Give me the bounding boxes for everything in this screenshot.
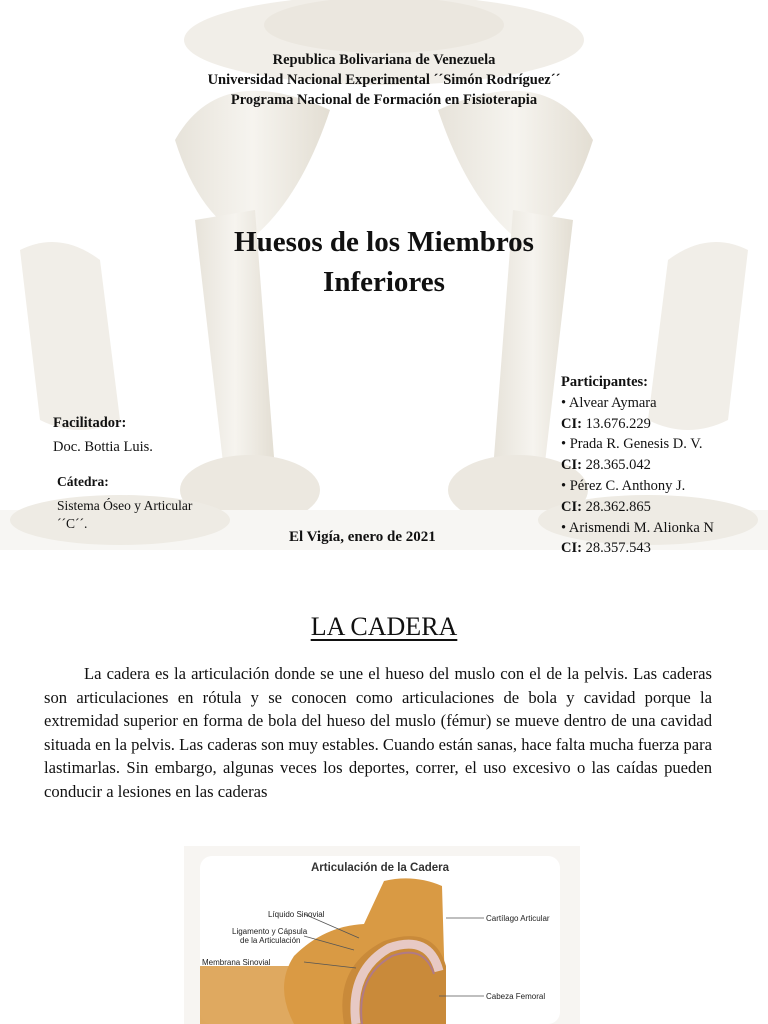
ci-label: CI: [561,498,582,515]
participantes-block [561,372,714,559]
catedra-line-2: ´´C´´. [57,516,88,531]
location-date: El Vigía, enero de 2021 [289,529,436,545]
catedra-line-1: Sistema Óseo y Articular [57,498,193,513]
header-university: Universidad Nacional Experimental ´´Simón Rodríguez´´ [207,72,561,88]
facilitador-label: Facilitador: [53,415,127,431]
title-line-1: Huesos de los Miembros [234,226,534,258]
participant-name: • Pérez C. Anthony J. [561,477,686,494]
ci-number: 28.357.543 [585,540,651,557]
ci-number: 28.365.042 [585,457,651,474]
ci-label: CI: [561,457,582,474]
participant-name: • Arismendi M. Alionka N [561,519,714,536]
participant-ci [561,538,714,559]
ci-label: CI: [561,540,582,557]
label-liquido-sinovial: Líquido Sinovial [268,910,325,919]
label-ligamento-line1: Ligamento y Cápsula [232,927,308,936]
label-ligamento-line2: de la Articulación [240,936,301,945]
catedra-value [57,497,192,533]
label-membrana-sinovial: Membrana Sinovial [202,958,271,967]
bone-tissue-shape [200,966,300,1024]
participant-name: • Alvear Aymara [561,394,657,411]
header-republic: Republica Bolivariana de Venezuela [272,52,496,68]
section-title: LA CADERA [310,612,458,641]
participant-ci [561,414,714,435]
participantes-label: Participantes: [561,374,648,390]
ci-number: 28.362.865 [585,498,651,515]
hip-joint-figure [184,846,580,1024]
header-program: Programa Nacional de Formación en Fisioterapia [230,92,538,108]
facilitador-name: Doc. Bottia Luis. [53,439,153,455]
figure-title: Articulación de la Cadera [310,862,450,874]
ci-label: CI: [561,415,582,432]
participant-ci [561,455,714,476]
title-line-2: Inferiores [323,266,445,298]
label-cabeza-femoral: Cabeza Femoral [486,992,546,1001]
label-cartilago-articular: Cartílago Articular [486,914,550,923]
ci-number: 13.676.229 [585,415,651,432]
document-title [0,222,768,302]
participant-ci [561,497,714,518]
catedra-label: Cátedra: [57,474,109,489]
participant-name: • Prada R. Genesis D. V. [561,436,703,453]
section-paragraph: La cadera es la articulación donde se une el hueso del muslo con el de la pelvis. Las caderas son articulaciones en rótula y se conocen como articulaciones de bola y cavidad porque la extremidad superior en forma de bola del hueso del muslo (fémur) se mueve dentro de una cavidad situada en la pelvis. Las caderas son muy estables. Cuando están sanas, hace falta mucha fuerza para lastimarlas. Sin embargo, algunas veces los deportes, correr, el uso excesivo o las caídas pueden conducir a lesiones en las caderas [44,664,712,801]
